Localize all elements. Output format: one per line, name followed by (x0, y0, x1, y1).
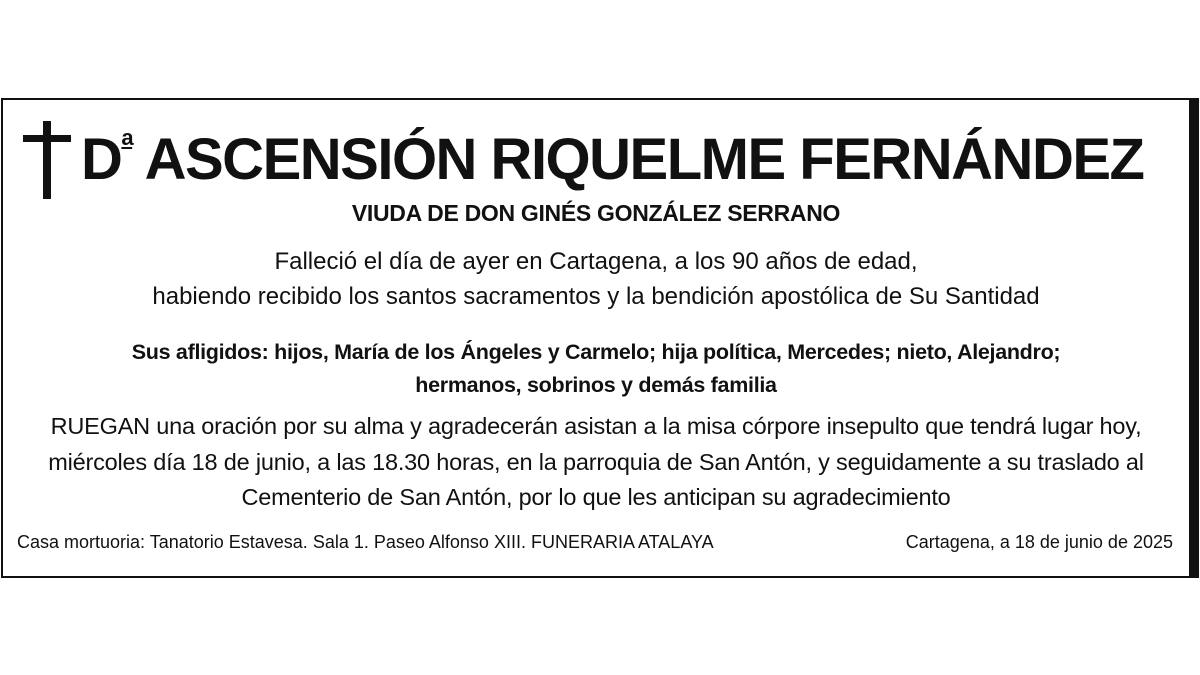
death-line-1: Falleció el día de ayer en Cartagena, a los 90 años de edad, (274, 248, 918, 275)
title-prefix-sup: a (121, 125, 133, 150)
request-line-3: Cementerio de San Antón, por lo que les anticipan su agradecimiento (241, 484, 951, 510)
family-line-2: hermanos, sobrinos y demás familia (415, 373, 777, 397)
request-line-2: miércoles día 18 de junio, a las 18.30 horas, en la parroquia de San Antón, y seguidamente a su traslado al (48, 449, 1144, 475)
footer (17, 532, 1173, 553)
family-line-1: Sus afligidos: hijos, María de los Ángeles y Carmelo; hija política, Mercedes; nieto, Alejandro; (131, 340, 1061, 364)
subtitle: VIUDA DE DON GINÉS GONZÁLEZ SERRANO (351, 200, 841, 226)
title-row (23, 120, 1173, 200)
death-line-2: habiendo recibido los santos sacramentos y la bendición apostólica de Su Santidad (152, 283, 1040, 310)
obituary-notice (1, 98, 1199, 578)
place-date: Cartagena, a 18 de junio de 2025 (905, 532, 1173, 552)
funeral-home-info: Casa mortuoria: Tanatorio Estavesa. Sala 1. Paseo Alfonso XIII. FUNERARIA ATALAYA (17, 532, 714, 552)
title-prefix: D (81, 127, 122, 192)
cross-icon (23, 121, 71, 199)
request-line-1: RUEGAN una oración por su alma y agradecerán asistan a la misa córpore insepulto que tendrá lugar hoy, (50, 413, 1142, 439)
deceased-name (81, 125, 1144, 192)
name-text: ASCENSIÓN RIQUELME FERNÁNDEZ (144, 127, 1144, 192)
